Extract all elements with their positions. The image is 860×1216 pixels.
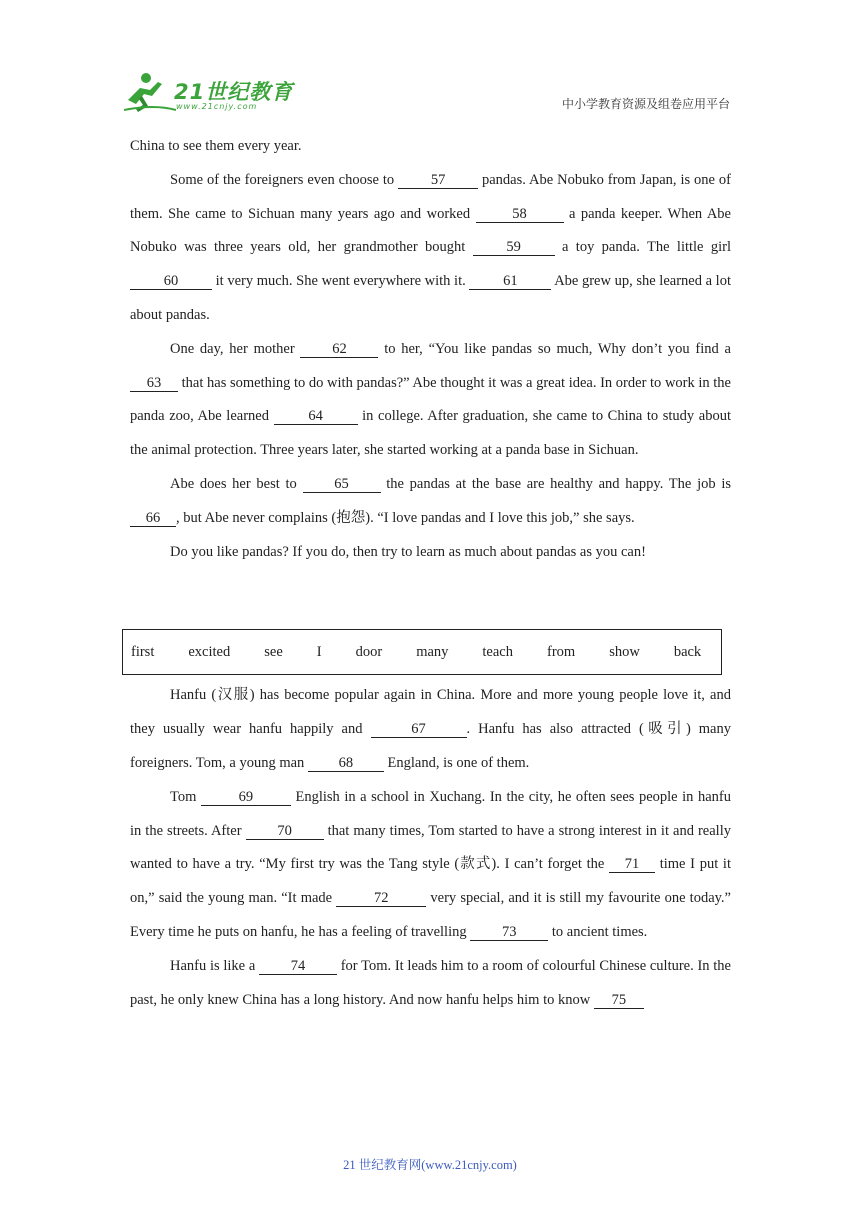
paragraph: Some of the foreigners even choose to 57 pandas. Abe Nobuko from Japan, is one of them. She came to Sichuan many years ago and worked 58 a panda keeper. When Abe Nobuko was three years old, her grandmother bought 59 a toy panda. The little girl 60 it very much. She went everywhere with it. 61 Abe grew up, she learned a lot about pandas. [130,171,732,323]
blank-75[interactable]: 75 [594,992,644,1009]
paragraph: One day, her mother 62 to her, “You like pandas so much, Why don’t you find a 63 that has something to do with pandas?” Abe thought it was a great idea. In order to work in the panda zoo, Abe learned 64 in college. After graduation, she came to China to study about the animal protection. Three years later, she started working at a panda base in Sichuan. [130,340,731,459]
platform-name: 中小学教育资源及组卷应用平台 [561,97,730,111]
paragraph: Hanfu is like a 74 for Tom. It leads him to a room of colourful Chinese culture. In the past, he only knew China has a long history. And now hanfu helps him to know 75 [130,957,731,1008]
paragraph-continuation: China to see them every year. [130,138,302,154]
blank-57[interactable]: 57 [398,172,478,189]
section-gap [130,569,731,629]
word-option: door [355,643,383,660]
blank-59[interactable]: 59 [473,239,555,256]
word-option: see [264,643,283,660]
word-option: excited [188,643,231,660]
word-option: teach [482,643,513,660]
blank-70[interactable]: 70 [246,823,324,840]
blank-72[interactable]: 72 [336,890,426,907]
blank-66[interactable]: 66 [130,510,176,527]
blank-60[interactable]: 60 [130,273,212,290]
blank-63[interactable]: 63 [130,375,178,392]
paragraph: Hanfu (汉服) has become popular again in China. More and more young people love it, and they usually wear hanfu happily and 67 . Hanfu has also attracted (吸引) many foreigners. Tom, a young man 68 England, is one of them. [130,687,731,771]
site-logo[interactable] [124,70,294,116]
word-option: first [131,643,155,660]
blank-64[interactable]: 64 [274,408,358,425]
logo-url-text: www.21cnjy.com [176,102,258,111]
blank-68[interactable]: 68 [308,755,384,772]
word-option: show [609,643,640,660]
blank-65[interactable]: 65 [303,476,381,493]
word-option: back [673,643,702,660]
blank-67[interactable]: 67 [371,721,467,738]
page-header [0,0,860,125]
logo-main-text: 21世纪教育 [174,80,294,104]
blank-71[interactable]: 71 [609,856,655,873]
blank-73[interactable]: 73 [470,924,548,941]
blank-58[interactable]: 58 [476,206,564,223]
blank-69[interactable]: 69 [201,789,291,806]
word-option: I [316,643,322,660]
blank-74[interactable]: 74 [259,958,337,975]
blank-62[interactable]: 62 [300,341,378,358]
word-bank [122,629,722,675]
word-option: from [547,643,576,660]
word-option: many [416,643,449,660]
paragraph: Abe does her best to 65 the pandas at the base are healthy and happy. The job is 66 , but Abe never complains (抱怨). “I love pandas and I love this job,” she says. [130,468,731,536]
paragraph: Do you like pandas? If you do, then try to learn as much about pandas as you can! [170,543,646,560]
document-body [130,130,731,1017]
page-footer[interactable]: 21 世纪教育网(www.21cnjy.com) [343,1158,517,1172]
paragraph: Tom 69 English in a school in Xuchang. In the city, he often sees people in hanfu in the streets. After 70 that many times, Tom started to have a strong interest in it and really wanted to have a try. “My first try was the Tang style (款式). I can’t forget the 71 time I put it on,” said the young man. “It made 72 very special, and it is still my favourite one today.” Every time he puts on hanfu, he has a feeling of travelling 73 to ancient times. [130,788,731,940]
blank-61[interactable]: 61 [469,273,551,290]
